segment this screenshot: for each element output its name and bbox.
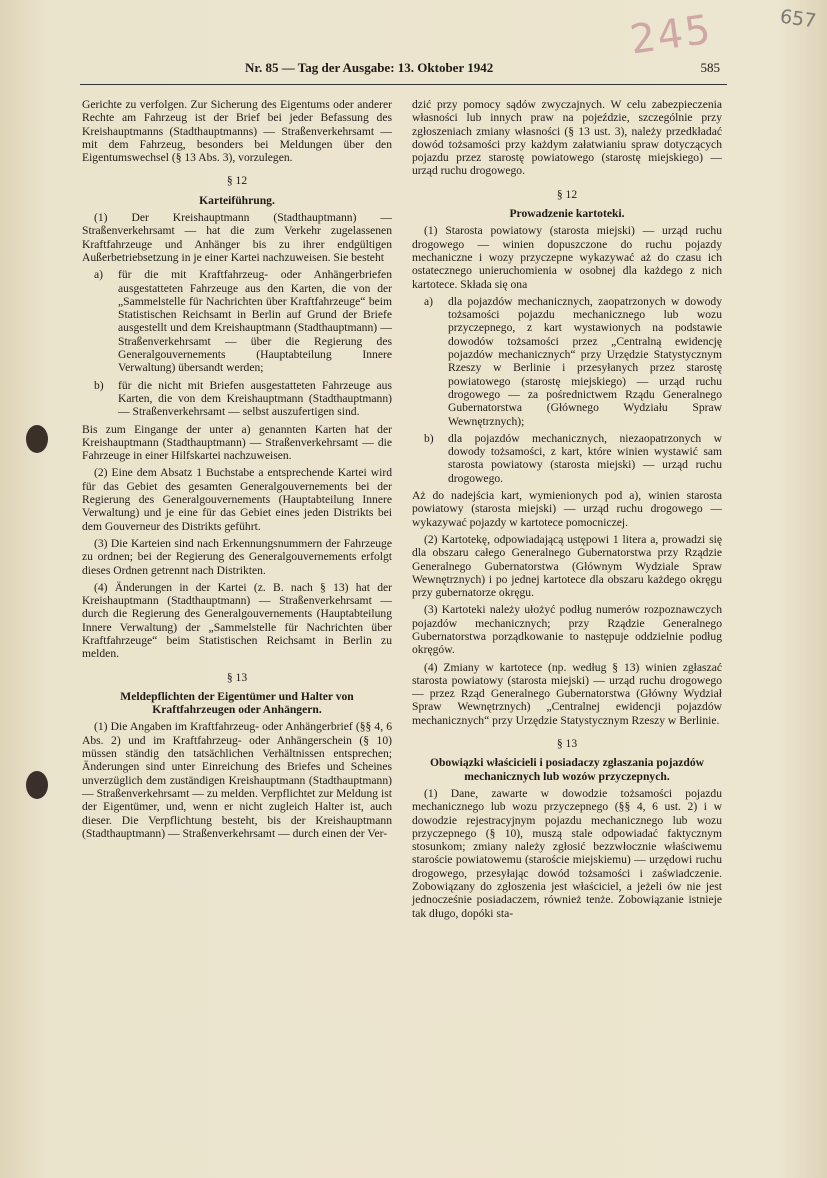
list-item-label: a) bbox=[94, 268, 104, 282]
section-heading: Prowadzenie kartoteki. bbox=[509, 207, 625, 221]
handwritten-page-number: 245 bbox=[627, 6, 716, 64]
list-item bbox=[82, 268, 392, 374]
punch-hole-bottom bbox=[26, 771, 48, 799]
list-item-text: für die nicht mit Briefen ausgestatteten Fahrzeuge aus Karten, die von dem Kreishauptmann (Stadthauptmann) — Straßenverkehrsamt — selbst auszufertigen sind. bbox=[118, 378, 392, 419]
paragraph: (3) Die Karteien sind nach Erkennungsnummern der Fahrzeuge zu ordnen; bei der Regierung des Generalgouvernements erfolgt dieses Ordnen getrennt nach Distrikten. bbox=[82, 536, 392, 577]
list-item-label: a) bbox=[424, 294, 434, 308]
paragraph: (2) Eine dem Absatz 1 Buchstabe a entsprechende Kartei wird für das Gebiet des gesamten Generalgouvernements bei der Regierung des Generalgouvernements (Hauptabteilung Innere Verwaltung) und je eine für das Gebiet eines jeden Distrikts bei dem Gouverneur des Distrikts geführt. bbox=[82, 466, 392, 533]
intro-paragraph: dzić przy pomocy sądów zwyczajnych. W celu zabezpieczenia własności lub innych praw na pojeździe, szczególnie przy zgłoszeniach zmiany własności (§ 13 ust. 3), należy przedkładać dowód tożsamości przy każdym załatwianiu spraw dotyczących pojazdu przez starostę powiatowego (starostę miejskiego) — urząd ruchu drogowego. bbox=[412, 98, 722, 178]
intro-paragraph: Gerichte zu verfolgen. Zur Sicherung des Eigentums oder anderer Rechte am Fahrzeug ist der Brief bei jeder Befassung des Kreishauptmanns (Stadthauptmanns) — Straßenverkehrsamt — mit dem Fahrzeug, besonders bei Meldungen über den Eigentumswechsel (§ 13 Abs. 3), vorzulegen. bbox=[82, 98, 392, 165]
list-item bbox=[82, 379, 392, 419]
section-number: § 13 bbox=[226, 670, 248, 684]
header-issue-info: Nr. 85 — Tag der Ausgabe: 13. Oktober 1942 bbox=[245, 60, 494, 75]
header-rule bbox=[80, 84, 727, 85]
paragraph: (1) Starosta powiatowy (starosta miejski) — urząd ruchu drogowego — winien dopuszczone do ruchu pojazdy mechaniczne i wozy przyczepne wykazywać aż do czasu ich ostatecznego unieruchomienia w osobnej dla każdego z nich kartotece. Składa się ona bbox=[412, 224, 722, 291]
section-heading: Obowiązki właścicieli i posiadaczy zgłaszania pojazdów mechanicznych lub wozów przyczepnych. bbox=[429, 756, 705, 783]
paragraph: Aż do nadejścia kart, wymienionych pod a), winien starosta powiatowy (starosta miejski) — urząd ruchu drogowego — wykazywać pojazdy w kartotece pomocniczej. bbox=[412, 489, 722, 529]
list-item-label: b) bbox=[424, 431, 434, 445]
paragraph: (2) Kartotekę, odpowiadającą ustępowi 1 litera a, prowadzi się dla obszaru całego Generalnego Gubernatorstwa przy Rządzie Generalnego Gubernatorstwa (Głównym Wydziale Spraw Wewnętrznych) i po jednej kartotece dla obszaru każdego okręgu przy gubernatorze okręgu. bbox=[412, 532, 722, 600]
paragraph: (1) Die Angaben im Kraftfahrzeug- oder Anhängerbrief (§§ 4, 6 Abs. 2) und im Kraftfahrzeug- oder Anhängerschein (§ 10) müssen ständig den tatsächlichen Verhältnissen entsprechen; Änderungen sind unter Einreichung des Briefes und Scheines unverzüglich dem zuständigen Kreishauptmann (Stadthauptmann) — Straßenverkehrsamt — zu melden. Verpflichtet zur Meldung ist der Eigentümer, und, wenn er nicht zugleich Halter ist, auch dieser. Die Verpflichtung besteht, bis der Kreishauptmann (Stadthauptmann) — Straßenverkehrsamt — durch einen der Ver- bbox=[82, 720, 392, 840]
list-item-text: dla pojazdów mechanicznych, zaopatrzonych w dowody tożsamości pojazdu mechanicznego lub wozu przyczepnego, z kart wystawionych na podstawie dowodów tożsamości przez „Centralną ewidencję pojazdów mechanicznych“ przy Urzędzie Statystycznym Rzeszy w Berlinie i przesyłanych przez starostę powiatowego (starostę miejskiego) — urząd ruchu drogowego — za pośrednictwem Rządu Generalnego Gubernatorstwa (Głównego Wydziału Spraw Wewnętrznych); bbox=[448, 294, 722, 428]
section-heading: Karteiführung. bbox=[199, 193, 275, 207]
section-number: § 12 bbox=[226, 174, 248, 188]
header-page-number: 585 bbox=[700, 60, 720, 75]
german-column bbox=[82, 98, 392, 844]
polish-column bbox=[412, 98, 722, 924]
paragraph: (1) Der Kreishauptmann (Stadthauptmann) — Straßenverkehrsamt — hat die zum Verkehr zugelassenen Kraftfahrzeuge und Anhänger bis zu ihrer endgültigen Außerbetriebsetzung in je einer Kartei nachzuweisen. Sie besteht bbox=[82, 211, 392, 264]
list-item-text: für die mit Kraftfahrzeug- oder Anhängerbriefen ausgestatteten Fahrzeuge aus den Karten, die von der „Sammelstelle für Nachrichten über Kraftfahrzeuge“ beim Statistischen Reichsamt in Berlin auf Grund der Briefe ausgestellt und dem Kreishauptmann (Stadthauptmann) — Straßenverkehrsamt — über die Regierung des Generalgouvernements (Hauptabteilung Innere Verwaltung) übersandt werden; bbox=[118, 268, 392, 375]
section-number: § 13 bbox=[556, 737, 578, 751]
section-heading: Meldepflichten der Eigentümer und Halter von Kraftfahrzeugen oder Anhängern. bbox=[120, 689, 354, 717]
paragraph: (4) Zmiany w kartotece (np. według § 13) winien zgłaszać starosta powiatowy (starosta miejski) — urząd ruchu drogowego — przez Rząd Generalnego Gubernatorstwa (Główny Wydział Spraw Wewnętrznych) „Centralnej ewidencji pojazdów mechanicznych“ przy Urzędzie Statystycznym Rzeszy w Berlinie. bbox=[412, 660, 722, 727]
paragraph: (4) Änderungen in der Kartei (z. B. nach § 13) hat der Kreishauptmann (Stadthauptmann) — Straßenverkehrsamt — durch die Regierung des Generalgouvernements (Hauptabteilung Innere Verwaltung) der „Sammelstelle für Nachrichten über Kraftfahrzeuge“ beim Statistischen Reichsamt in Berlin zu melden. bbox=[82, 580, 392, 661]
page-header bbox=[80, 60, 720, 82]
paragraph: (1) Dane, zawarte w dowodzie tożsamości pojazdu mechanicznego lub wozu przyczepnego (§§ 4, 6 ust. 2) i w dowodzie rejestracyjnym pojazdu mechanicznego lub wozu przyczepnego (§ 10), muszą stale odpowiadać faktycznym stosunkom; zmiany należy zgłosić bezzwłocznie właściwemu staroście powiatowemu (staroście miejskiemu) — urzędowi ruchu drogowego, przesyłając dowód tożsamości i zaświadczenie. Zobowiązany do zgłoszenia jest właściciel, a jeżeli ów nie jest jednocześnie posiadaczem, również tenże. Zobowiązanie istnieje tak długo, dopóki sta- bbox=[412, 786, 722, 920]
paragraph: (3) Kartoteki należy ułożyć podług numerów rozpoznawczych pojazdów mechanicznych; przy Rządzie Generalnego Gubernatorstwa porządkowanie to następuje oddzielnie podług okręgów. bbox=[412, 603, 722, 657]
list-item-label: b) bbox=[94, 378, 104, 392]
list-item bbox=[412, 295, 722, 428]
section-number: § 12 bbox=[556, 187, 578, 201]
list-item-text: dla pojazdów mechanicznych, niezaopatrzonych w dowody tożsamości, z kart, które winien wystawić sam starosta powiatowy (starosta miejski) — urząd ruchu drogowego. bbox=[448, 431, 722, 485]
punch-hole-top bbox=[26, 425, 48, 453]
list-item bbox=[412, 432, 722, 485]
corner-folio-number: 657 bbox=[778, 5, 818, 33]
paragraph: Bis zum Eingange der unter a) genannten Karten hat der Kreishauptmann (Stadthauptmann) — Straßenverkehrsamt — die Fahrzeuge in einer Hilfskartei nachzuweisen. bbox=[82, 422, 392, 463]
